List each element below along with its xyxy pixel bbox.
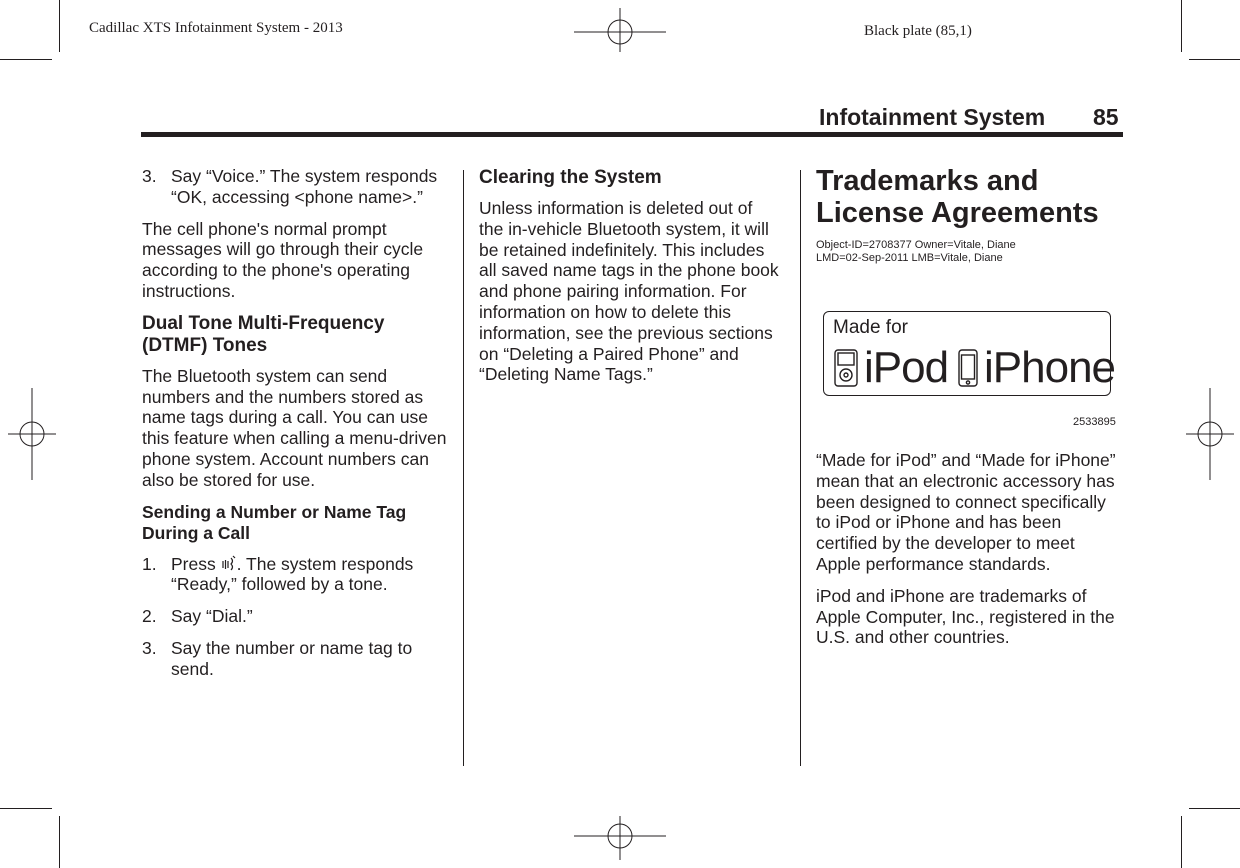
object-metadata: Object-ID=2708377 Owner=Vitale, Diane (816, 239, 1016, 251)
step-text: Say the number or name tag to send. (171, 637, 413, 679)
made-for-ipod-iphone-logo (823, 311, 1116, 396)
logo-made-for-text: Made for (833, 317, 908, 338)
section-heading: Dual Tone Multi-Frequency (DTMF) Tones (142, 312, 385, 356)
step-number: 1. (142, 553, 157, 574)
step-text: Say “Voice.” The system responds “OK, accessing <phone name>.” (171, 166, 438, 207)
step-number: 2. (142, 606, 157, 627)
page-title: Trademarks and License Agreements (816, 165, 1099, 229)
step-text: Press . The system responds “Ready,” followed by a tone. (171, 553, 414, 595)
column-1 (142, 166, 452, 691)
list-item (142, 638, 452, 680)
running-header-title: Infotainment System (819, 104, 1046, 130)
section-heading: Clearing the System (479, 167, 662, 188)
figure-id: 2533895 (1073, 416, 1116, 428)
subsection-heading: Sending a Number or Name Tag During a Call (142, 501, 407, 543)
object-metadata: LMD=02-Sep-2011 LMB=Vitale, Diane (816, 252, 1003, 264)
list-item (142, 166, 452, 208)
logo-ipod-text: iPod (864, 343, 949, 392)
header-rule (141, 132, 1123, 137)
column-divider (463, 170, 464, 766)
column-3-body (816, 450, 1116, 659)
iphone-icon (958, 349, 978, 387)
logo-iphone-text: iPhone (984, 343, 1116, 392)
step-number: 3. (142, 166, 157, 186)
step-number: 3. (142, 637, 157, 658)
paragraph: Unless information is deleted out of the in-vehicle Bluetooth system, it will be retained indefinitely. This includes all saved name tags in the phone book and phone pairing information. For information on how to delete this information, see the previous sections on “Deleting a Paired Phone” and “Deleting Name Tags.” (479, 198, 779, 385)
paragraph: The Bluetooth system can send numbers and the numbers stored as name tags during a call. You can use this feature when calling a menu-driven phone system. Account numbers can also be stored for use. (142, 365, 447, 490)
column-2 (479, 167, 779, 396)
ipod-icon (834, 349, 858, 387)
column-3 (816, 165, 1116, 265)
paragraph: “Made for iPod” and “Made for iPhone” mean that an electronic accessory has been designed to connect specifically to iPod or iPhone and has been certified by the developer to meet Apple performance standards. (816, 450, 1116, 574)
print-header-right: Black plate (85,1) (864, 23, 972, 39)
page-number: 85 (1093, 104, 1119, 130)
print-header-left: Cadillac XTS Infotainment System - 2013 (89, 20, 343, 36)
paragraph: The cell phone's normal prompt messages will go through their cycle according to the phone's operating instructions. (142, 218, 424, 301)
voice-command-icon (221, 555, 237, 573)
list-item (142, 606, 452, 627)
step-text: Say “Dial.” (171, 606, 253, 627)
paragraph: iPod and iPhone are trademarks of Apple Computer, Inc., registered in the U.S. and other countries. (816, 585, 1115, 648)
list-item (142, 554, 452, 596)
column-divider (800, 170, 801, 766)
